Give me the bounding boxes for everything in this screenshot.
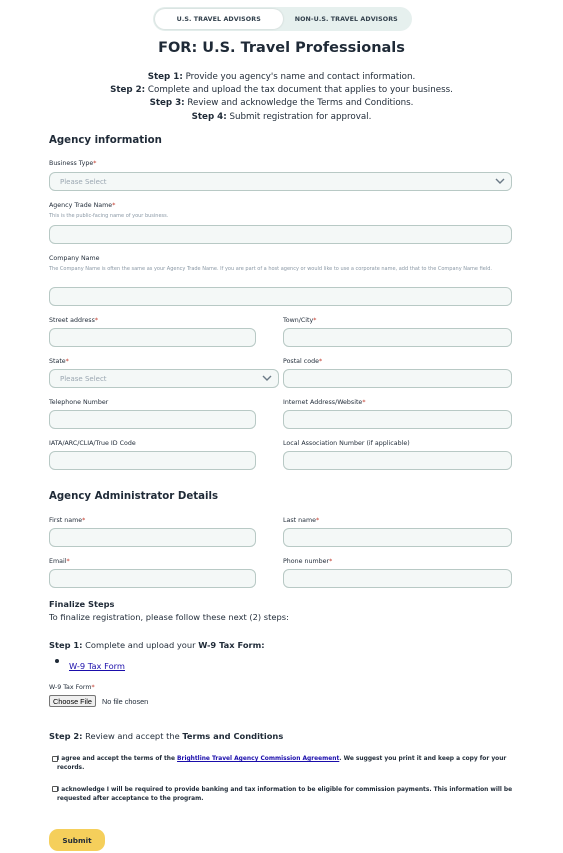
- intro-step-1: Step 1: Provide you agency's name and contact information.: [147, 72, 416, 82]
- business-type-select[interactable]: [49, 172, 512, 191]
- last-name-label: Last name*: [283, 517, 320, 524]
- agency-info-heading: Agency information: [49, 135, 162, 146]
- state-placeholder: Please Select: [60, 374, 107, 383]
- chevron-down-icon: [495, 177, 505, 187]
- finalize-intro: To finalize registration, please follow these next (2) steps:: [49, 612, 289, 622]
- choose-file-button[interactable]: Choose File: [49, 695, 96, 707]
- finalize-step-2: Step 2: Review and accept the Terms and Conditions: [49, 731, 284, 741]
- trade-name-input[interactable]: [49, 225, 512, 244]
- w9-upload-label: W-9 Tax Form*: [49, 684, 95, 691]
- intro-steps: [0, 71, 563, 124]
- chevron-down-icon: [262, 374, 272, 384]
- submit-button[interactable]: Submit: [49, 829, 105, 851]
- intro-step-3: Step 3: Review and acknowledge the Terms and Conditions.: [149, 98, 414, 109]
- file-status: No file chosen: [102, 697, 149, 706]
- website-input[interactable]: [283, 410, 512, 429]
- company-name-input[interactable]: [49, 287, 512, 306]
- trade-name-label: Agency Trade Name*: [49, 202, 116, 209]
- business-type-placeholder: Please Select: [60, 177, 107, 186]
- iata-input[interactable]: [49, 451, 256, 470]
- company-name-label: Company Name: [49, 255, 100, 262]
- email-input[interactable]: [49, 569, 256, 588]
- telephone-input[interactable]: [49, 410, 256, 429]
- local-association-label: Local Association Number (if applicable): [283, 440, 410, 447]
- postal-code-input[interactable]: [283, 369, 512, 388]
- town-city-label: Town/City*: [283, 317, 317, 324]
- business-type-label: Business Type*: [49, 160, 97, 167]
- phone-number-label: Phone number*: [283, 558, 333, 565]
- telephone-label: Telephone Number: [49, 399, 109, 406]
- state-label: State*: [49, 358, 69, 365]
- trade-name-help: This is the public-facing name of your business.: [49, 213, 169, 219]
- first-name-label: First name*: [49, 517, 86, 524]
- phone-number-input[interactable]: [283, 569, 512, 588]
- audience-tabs: [153, 7, 412, 31]
- town-city-input[interactable]: [283, 328, 512, 347]
- agree-terms-text: I agree and accept the terms of the Brightline Travel Agency Commission Agreement. We suggest you print it and keep a copy for your records.: [57, 756, 507, 771]
- tab-us-travel-advisors[interactable]: U.S. TRAVEL ADVISORS: [155, 9, 283, 29]
- w9-form-link[interactable]: W-9 Tax Form: [69, 661, 126, 671]
- website-label: Internet Address/Website*: [283, 399, 366, 406]
- state-select[interactable]: [49, 369, 279, 388]
- street-address-input[interactable]: [49, 328, 256, 347]
- intro-step-2: Step 2: Complete and upload the tax document that applies to your business.: [110, 85, 453, 96]
- tab-non-us-travel-advisors[interactable]: NON-U.S. TRAVEL ADVISORS: [294, 15, 398, 23]
- iata-label: IATA/ARC/CLIA/True ID Code: [49, 440, 136, 447]
- postal-code-label: Postal code*: [283, 358, 323, 365]
- intro-step-4: Step 4: Submit registration for approval.: [191, 111, 372, 122]
- page-title: FOR: U.S. Travel Professionals: [158, 40, 405, 56]
- company-name-help: The Company Name is often the same as your Agency Trade Name. If you are part of a host agency or would like to use a corporate name, add that to the Company Name field.: [49, 266, 492, 272]
- acknowledge-text: I acknowledge I will be required to provide banking and tax information to be eligible for commission payments. This information will be requested after acceptance to the program.: [57, 787, 513, 802]
- street-address-label: Street address*: [49, 317, 99, 324]
- finalize-heading: Finalize Steps: [49, 599, 115, 609]
- last-name-input[interactable]: [283, 528, 512, 547]
- admin-details-heading: Agency Administrator Details: [49, 491, 219, 502]
- local-association-input[interactable]: [283, 451, 512, 470]
- email-label: Email*: [49, 558, 70, 565]
- finalize-step-1: Step 1: Complete and upload your W-9 Tax Form:: [49, 640, 265, 650]
- bullet-dot: [55, 659, 59, 663]
- commission-agreement-link[interactable]: Brightline Travel Agency Commission Agreement: [177, 756, 340, 762]
- first-name-input[interactable]: [49, 528, 256, 547]
